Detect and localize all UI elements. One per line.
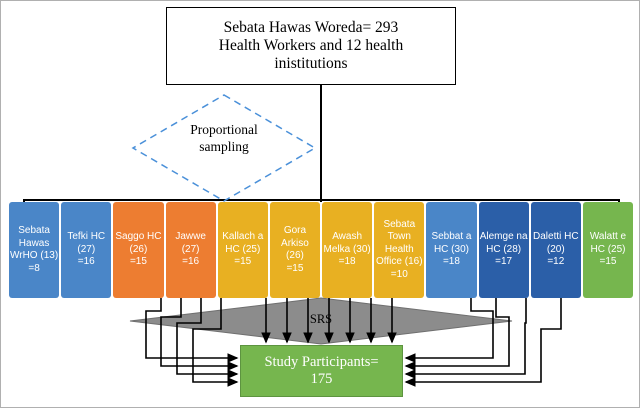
institution-name: Sebata Town Health Office (16) xyxy=(376,218,423,268)
institution-allocation: =18 xyxy=(442,256,460,268)
institution-allocation: =12 xyxy=(547,256,565,268)
woreda-title-line3: inistitutions xyxy=(274,55,348,73)
institution-box[interactable] xyxy=(61,202,111,298)
institution-name: Saggo HC (26) xyxy=(115,231,162,255)
connector-horizontal-bar xyxy=(23,199,619,201)
institution-box[interactable] xyxy=(113,202,163,298)
institution-name: Walatt e HC (25) xyxy=(589,231,627,255)
proportional-sampling-line2: sampling xyxy=(199,138,249,154)
institution-allocation: =15 xyxy=(234,256,252,268)
woreda-title-line2: Health Workers and 12 health xyxy=(218,36,404,54)
institution-allocation: =10 xyxy=(390,268,408,280)
study-participants-label xyxy=(264,354,378,389)
institution-label xyxy=(167,231,215,269)
institution-name: Kallach a HC (25) xyxy=(222,231,264,255)
institution-label xyxy=(427,231,475,269)
connector-vertical-main xyxy=(320,85,322,202)
proportional-sampling-label xyxy=(131,122,317,156)
woreda-title-line1: Sebata Hawas Woreda= 293 xyxy=(223,18,399,36)
institution-box[interactable] xyxy=(9,202,59,298)
study-participants-box[interactable] xyxy=(240,345,403,397)
institution-name: Sebbat a HC (30) xyxy=(431,231,472,255)
institution-label xyxy=(480,231,528,269)
institution-allocation: =16 xyxy=(182,256,200,268)
institution-name: Alemge na HC (28) xyxy=(479,231,528,255)
institution-box-row xyxy=(9,202,633,298)
institution-box[interactable] xyxy=(479,202,529,298)
institution-allocation: =8 xyxy=(28,262,40,274)
institution-box[interactable] xyxy=(426,202,476,298)
woreda-title-box xyxy=(166,7,456,85)
institution-allocation: =15 xyxy=(599,256,617,268)
institution-box[interactable] xyxy=(374,202,424,298)
study-participants-line2: 175 xyxy=(310,371,333,387)
institution-name: Jawwe (27) xyxy=(175,231,206,255)
institution-label xyxy=(62,231,110,269)
institution-label xyxy=(323,231,371,269)
institution-name: Awash Melka (30) xyxy=(323,231,371,255)
institution-box[interactable] xyxy=(531,202,581,298)
institution-label xyxy=(219,231,267,269)
institution-box[interactable] xyxy=(218,202,268,298)
institution-name: Sebata Hawas WrHO (13) xyxy=(10,225,59,261)
srs-label: SRS xyxy=(309,312,333,326)
institution-label xyxy=(584,231,632,269)
institution-name: Gora Arkiso (26) xyxy=(281,225,309,261)
institution-allocation: =18 xyxy=(338,256,356,268)
institution-box[interactable] xyxy=(166,202,216,298)
institution-label xyxy=(114,231,162,269)
institution-label xyxy=(532,231,580,269)
institution-box[interactable] xyxy=(583,202,633,298)
institution-allocation: =15 xyxy=(129,256,147,268)
institution-label xyxy=(271,225,319,275)
institution-allocation: =15 xyxy=(286,262,304,274)
study-participants-line1: Study Participants= xyxy=(264,353,379,370)
institution-name: Tefki HC (27) xyxy=(67,231,106,255)
institution-name: Daletti HC (20) xyxy=(533,231,579,255)
institution-box[interactable] xyxy=(270,202,320,298)
proportional-sampling-diamond xyxy=(131,93,317,203)
institution-label xyxy=(375,219,423,282)
proportional-sampling-line1: Proportional xyxy=(190,122,258,137)
woreda-title-text xyxy=(219,19,403,74)
institution-box[interactable] xyxy=(322,202,372,298)
srs-diamond xyxy=(129,297,513,345)
institution-allocation: =16 xyxy=(77,256,95,268)
institution-label xyxy=(10,225,58,275)
institution-allocation: =17 xyxy=(495,256,513,268)
